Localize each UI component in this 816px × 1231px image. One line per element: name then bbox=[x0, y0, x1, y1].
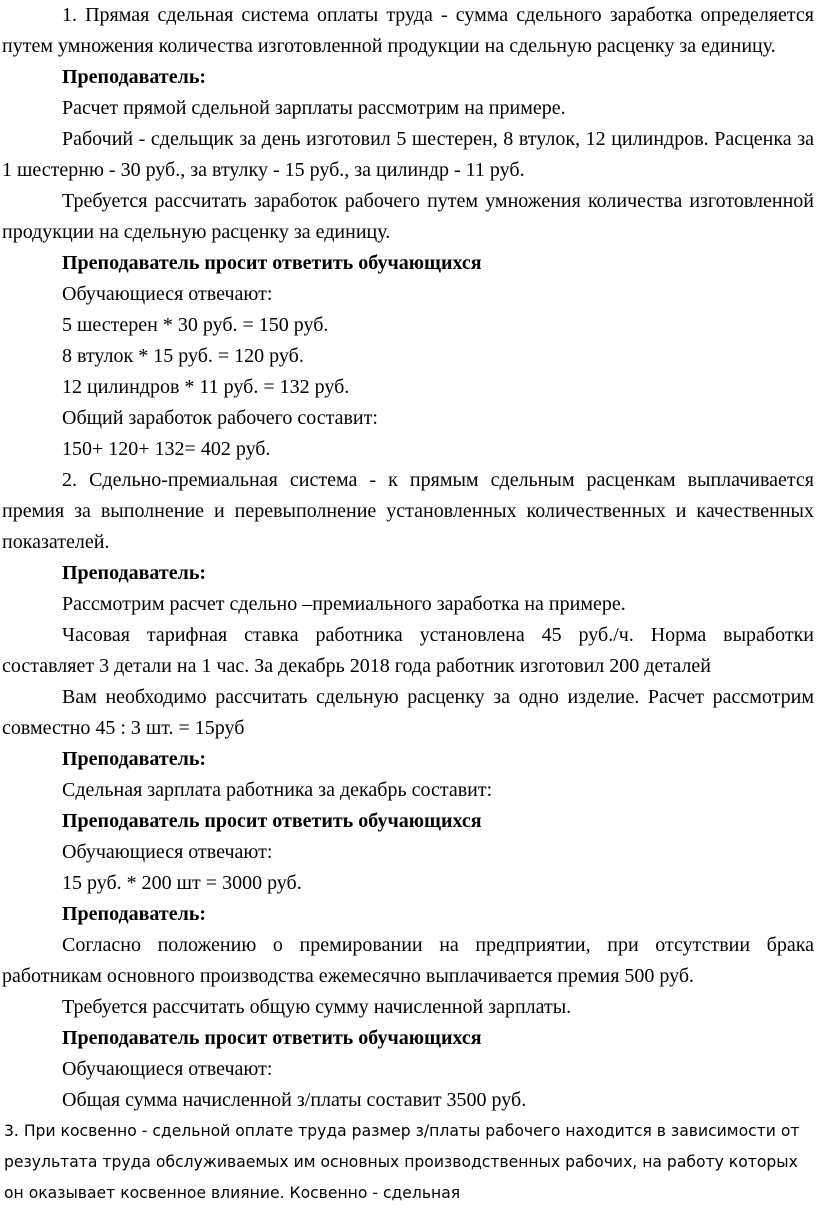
students-answer-label: Обучающиеся отвечают: bbox=[62, 1058, 273, 1080]
calculation-december-wage: 15 руб. * 200 шт = 3000 руб. bbox=[62, 872, 302, 894]
paragraph-bonus-example-intro: Рассмотрим расчет сдельно –премиального заработка на примере. bbox=[62, 593, 626, 615]
paragraph-rate-calculation: Вам необходимо рассчитать сдельную расценку за одно изделие. Расчет рассмотрим совместно 45 : 3 шт. = 15руб bbox=[2, 686, 814, 739]
paragraph-direct-piece-rate-definition: 1. Прямая сдельная система оплаты труда - сумма сдельного заработка определяется путем умножения количества изготовленной продукции на сдельную расценку за единицу. bbox=[2, 4, 814, 57]
paragraph-december-wage: Сдельная зарплата работника за декабрь составит: bbox=[62, 779, 493, 801]
paragraph-example-intro: Расчет прямой сдельной зарплаты рассмотрим на примере. bbox=[62, 97, 566, 119]
paragraph-bonus-policy: Согласно положению о премировании на предприятии, при отсутствии брака работникам основного производства ежемесячно выплачивается премия 500 руб. bbox=[2, 934, 814, 987]
total-accrued-salary: Общая сумма начисленной з/платы составит 3500 руб. bbox=[62, 1089, 527, 1111]
paragraph-total-task: Требуется рассчитать общую сумму начисленной зарплаты. bbox=[62, 996, 572, 1018]
teacher-label: Преподаватель: bbox=[62, 748, 207, 770]
total-earnings-label: Общий заработок рабочего составит: bbox=[62, 407, 378, 429]
teacher-label: Преподаватель: bbox=[62, 562, 207, 584]
teacher-label: Преподаватель: bbox=[62, 66, 207, 88]
calculation-gears: 5 шестерен * 30 руб. = 150 руб. bbox=[62, 314, 329, 336]
teacher-asks-label: Преподаватель просит ответить обучающихся bbox=[62, 1027, 482, 1049]
calculation-cylinders: 12 цилиндров * 11 руб. = 132 руб. bbox=[62, 376, 350, 398]
calculation-bushings: 8 втулок * 15 руб. = 120 руб. bbox=[62, 345, 304, 367]
teacher-asks-label: Преподаватель просит ответить обучающихся bbox=[62, 252, 482, 274]
teacher-label: Преподаватель: bbox=[62, 903, 207, 925]
calculation-total: 150+ 120+ 132= 402 руб. bbox=[62, 438, 271, 460]
paragraph-task: Требуется рассчитать заработок рабочего путем умножения количества изготовленной продукции на сдельную расценку за единицу. bbox=[2, 190, 814, 243]
paragraph-indirect-piece-rate: 3. При косвенно - сдельной оплате труда размер з/платы рабочего находится в зависимости от результата труда обслуживаемых им основных производственных рабочих, на работу которых он оказывает косвенное влияние. Косвенно - сдельная bbox=[4, 1122, 800, 1202]
paragraph-hourly-rate: Часовая тарифная ставка работника установлена 45 руб./ч. Норма выработки составляет 3 детали на 1 час. За декабрь 2018 года работник изготовил 200 деталей bbox=[2, 624, 814, 677]
paragraph-worker-output: Рабочий - сдельщик за день изготовил 5 шестерен, 8 втулок, 12 цилиндров. Расценка за 1 шестерню - 30 руб., за втулку - 15 руб., за цилиндр - 11 руб. bbox=[2, 128, 814, 181]
students-answer-label: Обучающиеся отвечают: bbox=[62, 283, 273, 305]
students-answer-label: Обучающиеся отвечают: bbox=[62, 841, 273, 863]
teacher-asks-label: Преподаватель просит ответить обучающихся bbox=[62, 810, 482, 832]
paragraph-piece-bonus-definition: 2. Сдельно-премиальная система - к прямым сдельным расценкам выплачивается премия за выполнение и перевыполнение установленных количественных и качественных показателей. bbox=[2, 469, 814, 553]
